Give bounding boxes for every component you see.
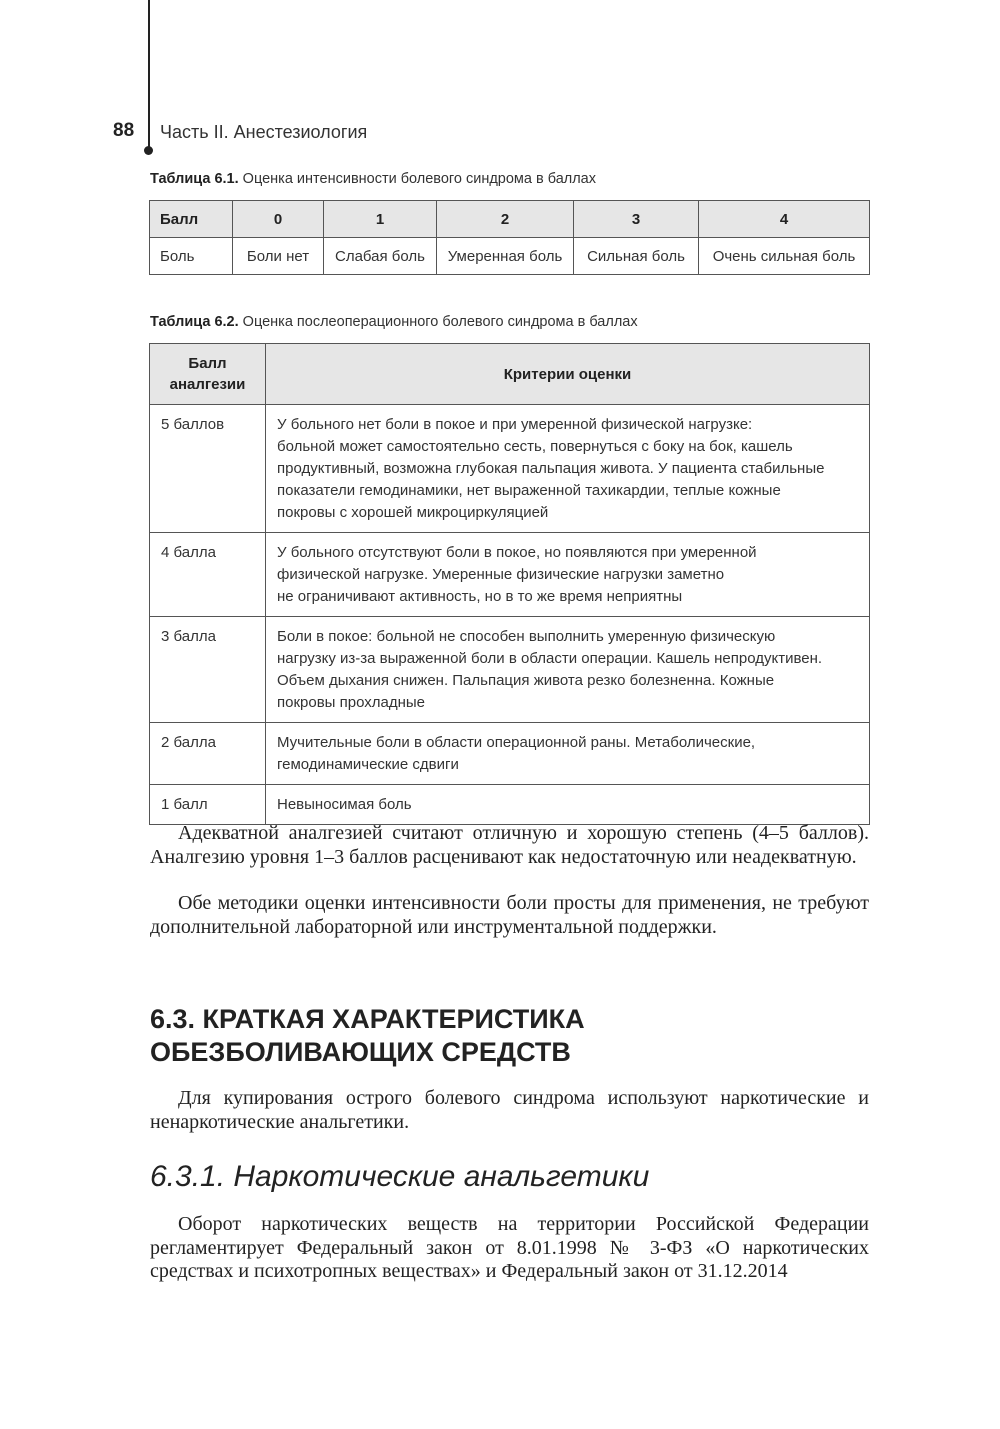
score-cell: 5 баллов — [150, 405, 266, 533]
table-cell: Умеренная боль — [437, 238, 574, 275]
table-row — [150, 723, 870, 785]
criteria-cell — [266, 533, 870, 617]
table-header-cell: 0 — [233, 201, 324, 238]
table1-caption-text: Оценка интенсивности болевого синдрома в баллах — [238, 171, 596, 187]
table-cell: Боль — [150, 238, 233, 275]
running-head: Часть II. Анестезиология — [160, 122, 368, 142]
section-heading — [150, 1003, 869, 1069]
table-header-cell: 3 — [574, 201, 699, 238]
criteria-line: Мучительные боли в области операционной раны. Метаболические, — [277, 734, 756, 751]
score-cell: 1 балл — [150, 785, 266, 825]
criteria-line: больной может самостоятельно сесть, повернуться с боку на бок, кашель — [277, 438, 793, 455]
table-row — [150, 533, 870, 617]
paragraph-adequate-analgesia: Адекватной аналгезией считают отличную и хорошую степень (4–5 баллов). Аналгезию уровня 1–3 баллов расценивают как недостаточную или неадекватную. — [150, 822, 869, 868]
page-number: 88 — [113, 120, 135, 141]
table-row — [150, 617, 870, 723]
criteria-cell — [266, 723, 870, 785]
table-cell: Сильная боль — [574, 238, 699, 275]
table-header-cell: Балл — [150, 201, 233, 238]
table2-caption — [150, 314, 638, 330]
table1-caption-label: Таблица 6.1. — [150, 171, 239, 187]
table-header-cell — [150, 344, 266, 405]
criteria-line: У больного отсутствуют боли в покое, но появляются при умеренной — [277, 544, 757, 561]
criteria-cell — [266, 785, 870, 825]
criteria-line: гемодинамические сдвиги — [277, 756, 459, 773]
criteria-line: нагрузку из-за выраженной боли в области операции. Кашель непродуктивен. — [277, 650, 823, 667]
criteria-line: покровы прохладные — [277, 694, 426, 711]
table-header-row — [150, 344, 870, 405]
criteria-line: У больного нет боли в покое и при умеренной физической нагрузке: — [277, 416, 753, 433]
criteria-line: покровы с хорошей микроциркуляцией — [277, 504, 549, 521]
table2-caption-label: Таблица 6.2. — [150, 314, 239, 330]
header-text-line: аналгезии — [169, 376, 246, 393]
criteria-line: показатели гемодинамики, нет выраженной тахикардии, теплые кожные — [277, 482, 781, 499]
table-cell: Очень сильная боль — [699, 238, 870, 275]
paragraph-analgesics: Для купирования острого болевого синдрома используют наркотические и ненаркотические анальгетики. — [150, 1087, 869, 1133]
criteria-line: физической нагрузке. Умеренные физические нагрузки заметно — [277, 566, 725, 583]
table-row — [150, 785, 870, 825]
table-header-cell: 1 — [324, 201, 437, 238]
paragraph-methods: Обе методики оценки интенсивности боли просты для применения, не требуют дополнительной лабораторной или инструментальной поддержки. — [150, 892, 869, 938]
criteria-cell — [266, 617, 870, 723]
criteria-line: Боли в покое: больной не способен выполнить умеренную физическую — [277, 628, 776, 645]
table-header-cell: 4 — [699, 201, 870, 238]
table2-caption-text: Оценка послеоперационного болевого синдрома в баллах — [238, 314, 638, 330]
section-heading-line: ОБЕЗБОЛИВАЮЩИХ СРЕДСТВ — [150, 1037, 571, 1067]
criteria-cell — [266, 405, 870, 533]
criteria-line: продуктивный, возможна глубокая пальпация живота. У пациента стабильные — [277, 460, 825, 477]
score-cell: 2 балла — [150, 723, 266, 785]
table-header-cell: 2 — [437, 201, 574, 238]
table-cell: Слабая боль — [324, 238, 437, 275]
postoperative-pain-table — [149, 343, 870, 825]
table-row — [150, 405, 870, 533]
subsection-heading: 6.3.1. Наркотические анальгетики — [150, 1160, 650, 1193]
criteria-line: Объем дыхания снижен. Пальпация живота резко болезненна. Кожные — [277, 672, 775, 689]
table-cell: Боли нет — [233, 238, 324, 275]
margin-dot — [144, 146, 153, 155]
table-header-cell: Критерии оценки — [266, 344, 870, 405]
header-text-line: Балл — [188, 355, 227, 372]
margin-rule — [148, 0, 150, 150]
criteria-line: Невыносимая боль — [277, 796, 412, 813]
section-heading-line: 6.3. КРАТКАЯ ХАРАКТЕРИСТИКА — [150, 1004, 585, 1034]
table-header-row — [150, 201, 870, 238]
score-cell: 3 балла — [150, 617, 266, 723]
score-cell: 4 балла — [150, 533, 266, 617]
criteria-line: не ограничивают активность, но в то же время неприятны — [277, 588, 683, 605]
table1-caption — [150, 171, 596, 187]
pain-intensity-table — [149, 200, 870, 275]
paragraph-narcotics-law: Оборот наркотических веществ на территории Российской Федерации регламентирует Федеральный закон от 8.01.1998 № 3-ФЗ «О наркотических средствах и психотропных веществах» и Федеральный закон от 31.12.2014 — [150, 1213, 869, 1282]
table-row — [150, 238, 870, 275]
